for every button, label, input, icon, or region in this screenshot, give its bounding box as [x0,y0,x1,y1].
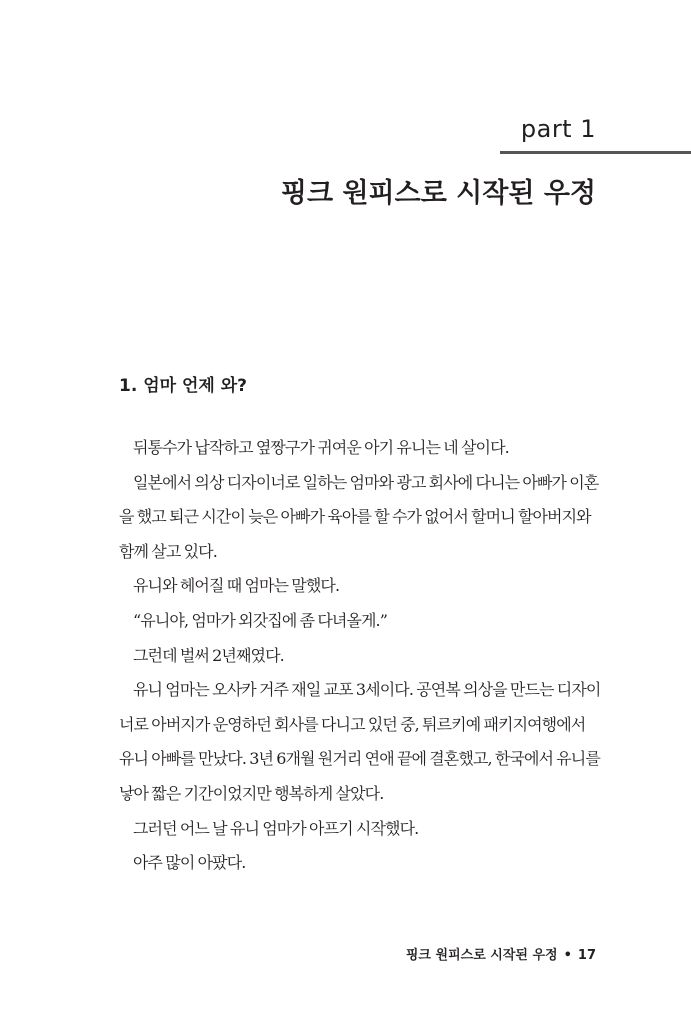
page-number: 17 [577,948,596,963]
running-footer [406,946,596,966]
part-divider-rule [500,151,691,154]
body-paragraph: 그런데 벌써 2년째였다. [133,645,284,665]
part-label: part 1 [520,115,596,143]
body-paragraph: 일본에서 의상 디자이너로 일하는 엄마와 광고 회사에 다니는 아빠가 이혼을 했고 퇴근 시간이 늦은 아빠가 육아를 할 수가 없어서 할머니 할아버지와 함께 살고 있다. [119,472,599,561]
footer-running-title: 핑크 원피스로 시작된 우정 [405,948,558,963]
body-text [119,431,601,881]
body-paragraph: 그러던 어느 날 유니 엄마가 아프기 시작했다. [133,818,419,838]
section-heading: 1. 엄마 언제 와? [119,376,248,396]
body-paragraph: 유니와 헤어질 때 엄마는 말했다. [133,576,340,596]
body-paragraph: “유니야, 엄마가 외갓집에 좀 다녀올게.” [133,610,388,630]
body-paragraph: 뒤통수가 납작하고 옆짱구가 귀여운 아기 유니는 네 살이다. [133,438,509,457]
footer-bullet: • [563,948,572,963]
body-paragraph: 유니 엄마는 오사카 거주 재일 교포 3세이다. 공연복 의상을 만드는 디자이너로 아버지가 운영하던 회사를 다니고 있던 중, 튀르키예 패키지여행에서 유니 아빠를 만났다. 3년 6개월 원거리 연애 끝에 결혼했고, 한국에서 유니를 낳아 짧은 기간이었지만 행복하게 살았다. [119,680,601,803]
chapter-title: 핑크 원피스로 시작된 우정 [280,178,596,209]
body-paragraph: 아주 많이 아팠다. [133,853,246,873]
